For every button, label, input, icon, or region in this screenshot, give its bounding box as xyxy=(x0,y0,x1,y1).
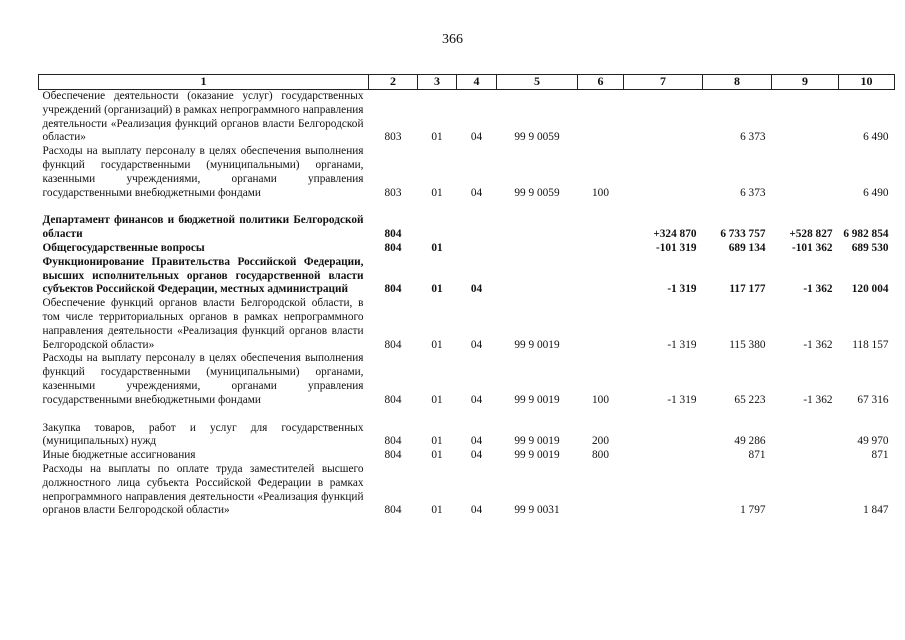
header-col-2: 2 xyxy=(369,75,418,90)
row-name: Закупка товаров, работ и услуг для государственных (муниципальных) нужд xyxy=(42,421,364,448)
row-expense-type xyxy=(578,200,624,242)
row-change-2018 xyxy=(772,145,839,200)
row-subsection: 04 xyxy=(470,338,483,351)
row-ministry-code: 804 xyxy=(384,338,402,351)
table-row xyxy=(39,297,895,352)
row-target-article: 99 9 0019 xyxy=(514,449,560,462)
row-change-2017 xyxy=(624,408,703,450)
row-ministry-code: 804 xyxy=(384,449,402,462)
row-change-2018 xyxy=(772,90,839,146)
header-col-9: 9 xyxy=(772,75,839,90)
row-amount-2017: 871 xyxy=(748,449,766,462)
row-change-2018 xyxy=(772,463,839,518)
table-row xyxy=(39,242,895,256)
table-row xyxy=(39,449,895,463)
row-change-2018: -1 362 xyxy=(803,283,833,296)
row-name: Обеспечение деятельности (оказание услуг) государственных учреждений (организаций) в рамках непрограммного направления деятельности «Реализация функций органов власти Белгородской области» xyxy=(42,90,364,144)
row-amount-2018: 6 982 854 xyxy=(843,228,889,241)
row-expense-type: 200 xyxy=(592,435,609,448)
header-col-7: 7 xyxy=(624,75,703,90)
row-target-article: 99 9 0019 xyxy=(514,393,560,406)
row-subsection: 04 xyxy=(470,131,483,144)
row-ministry-code: 804 xyxy=(384,241,402,254)
row-name: Обеспечение функций органов власти Белгородской области, в том числе территориальных органов в рамках непрограммного направления деятельности «Реализация функций органов власти Белгородской области» xyxy=(42,297,364,351)
row-target-article xyxy=(497,200,578,242)
row-expense-type xyxy=(578,463,624,518)
row-section xyxy=(418,200,457,242)
row-amount-2018: 6 490 xyxy=(863,186,889,199)
page-number: 366 xyxy=(442,32,463,47)
row-amount-2018: 6 490 xyxy=(863,131,889,144)
row-amount-2018: 67 316 xyxy=(857,393,889,406)
row-change-2017 xyxy=(624,145,703,200)
row-section: 01 xyxy=(431,504,443,517)
header-col-5: 5 xyxy=(497,75,578,90)
row-section: 01 xyxy=(431,338,443,351)
row-change-2018 xyxy=(772,408,839,450)
row-target-article: 99 9 0059 xyxy=(514,186,560,199)
row-subsection: 04 xyxy=(470,504,483,517)
row-name: Иные бюджетные ассигнования xyxy=(42,449,196,462)
row-subsection: 04 xyxy=(470,393,483,406)
row-amount-2017: 65 223 xyxy=(734,393,766,406)
row-change-2017 xyxy=(624,90,703,146)
row-ministry-code: 804 xyxy=(384,283,402,296)
row-ministry-code: 803 xyxy=(384,186,402,199)
row-amount-2018: 689 530 xyxy=(851,241,889,254)
row-section: 01 xyxy=(431,393,443,406)
row-subsection: 04 xyxy=(470,283,483,296)
row-change-2017: -1 319 xyxy=(667,338,697,351)
row-amount-2018: 120 004 xyxy=(851,283,889,296)
header-col-3: 3 xyxy=(418,75,457,90)
row-amount-2018: 871 xyxy=(871,449,889,462)
row-change-2017: -1 319 xyxy=(667,283,697,296)
row-name: Расходы на выплату персоналу в целях обеспечения выполнения функций государственными (муниципальными) органами, казенными учреждениями, органами управления государственными внебюджетными фондами xyxy=(42,145,364,199)
row-subsection xyxy=(457,200,497,242)
row-target-article: 99 9 0019 xyxy=(514,338,560,351)
row-section: 01 xyxy=(431,131,443,144)
row-target-article xyxy=(497,256,578,297)
row-change-2018: +528 827 xyxy=(789,228,833,241)
table-header-row xyxy=(39,75,895,90)
row-ministry-code: 804 xyxy=(384,435,402,448)
row-change-2017 xyxy=(624,463,703,518)
row-change-2018: -1 362 xyxy=(803,338,833,351)
row-name: Расходы на выплату персоналу в целях обеспечения выполнения функций государственными (муниципальными) органами, казенными учреждениями, органами управления государственными внебюджетными фондами xyxy=(42,352,364,406)
row-change-2018 xyxy=(772,449,839,463)
row-target-article xyxy=(497,242,578,256)
row-change-2017: -101 319 xyxy=(656,241,697,254)
row-expense-type: 100 xyxy=(592,186,609,199)
row-ministry-code: 804 xyxy=(384,228,402,241)
row-amount-2018: 1 847 xyxy=(863,504,889,517)
row-amount-2017: 6 373 xyxy=(740,186,766,199)
table-row xyxy=(39,90,895,146)
row-section: 01 xyxy=(431,435,443,448)
row-change-2017 xyxy=(624,449,703,463)
row-change-2018: -101 362 xyxy=(792,241,833,254)
row-target-article: 99 9 0031 xyxy=(514,504,560,517)
header-col-6: 6 xyxy=(578,75,624,90)
row-expense-type: 100 xyxy=(592,393,609,406)
row-amount-2018: 118 157 xyxy=(852,338,889,351)
table-row xyxy=(39,145,895,200)
row-amount-2017: 115 380 xyxy=(729,338,766,351)
row-amount-2018: 49 970 xyxy=(857,435,889,448)
row-target-article: 99 9 0059 xyxy=(514,131,560,144)
table-row xyxy=(39,408,895,450)
row-name: Расходы на выплаты по оплате труда заместителей высшего должностного лица субъекта Российской Федерации в рамках непрограммного направления деятельности «Реализация функций органов власти Белгородской области» xyxy=(42,462,364,517)
table-row xyxy=(39,463,895,518)
row-expense-type: 800 xyxy=(592,449,609,462)
row-name: Общегосударственные вопросы xyxy=(42,241,205,254)
row-amount-2017: 689 134 xyxy=(728,241,766,254)
row-subsection: 04 xyxy=(470,449,483,462)
row-name: Департамент финансов и бюджетной политики Белгородской области xyxy=(42,214,364,241)
header-col-1: 1 xyxy=(39,75,369,90)
table-row xyxy=(39,352,895,407)
row-section: 01 xyxy=(431,241,443,254)
row-name: Функционирование Правительства Российской Федерации, высших исполнительных органов государственной власти субъектов Российской Федерации, местных администраций xyxy=(42,255,364,296)
table-row xyxy=(39,200,895,242)
row-change-2017: +324 870 xyxy=(653,228,697,241)
row-subsection xyxy=(457,242,497,256)
row-ministry-code: 803 xyxy=(384,131,402,144)
row-expense-type xyxy=(578,242,624,256)
table-body xyxy=(39,90,895,519)
header-col-4: 4 xyxy=(457,75,497,90)
row-amount-2017: 6 733 757 xyxy=(720,228,766,241)
row-amount-2017: 1 797 xyxy=(740,504,766,517)
row-change-2018: -1 362 xyxy=(803,393,833,406)
row-expense-type xyxy=(578,256,624,297)
row-section: 01 xyxy=(431,449,443,462)
row-expense-type xyxy=(578,297,624,352)
row-ministry-code: 804 xyxy=(384,393,402,406)
row-subsection: 04 xyxy=(470,435,483,448)
row-section: 01 xyxy=(431,283,443,296)
header-col-10: 10 xyxy=(839,75,895,90)
row-ministry-code: 804 xyxy=(384,504,402,517)
row-subsection: 04 xyxy=(470,186,483,199)
row-amount-2017: 49 286 xyxy=(734,435,766,448)
table-row xyxy=(39,256,895,297)
row-expense-type xyxy=(578,90,624,146)
header-col-8: 8 xyxy=(703,75,772,90)
row-section: 01 xyxy=(431,186,443,199)
budget-table xyxy=(38,74,895,518)
row-target-article: 99 9 0019 xyxy=(514,435,560,448)
row-change-2017: -1 319 xyxy=(667,393,697,406)
row-amount-2017: 6 373 xyxy=(740,131,766,144)
row-amount-2017: 117 177 xyxy=(729,283,766,296)
